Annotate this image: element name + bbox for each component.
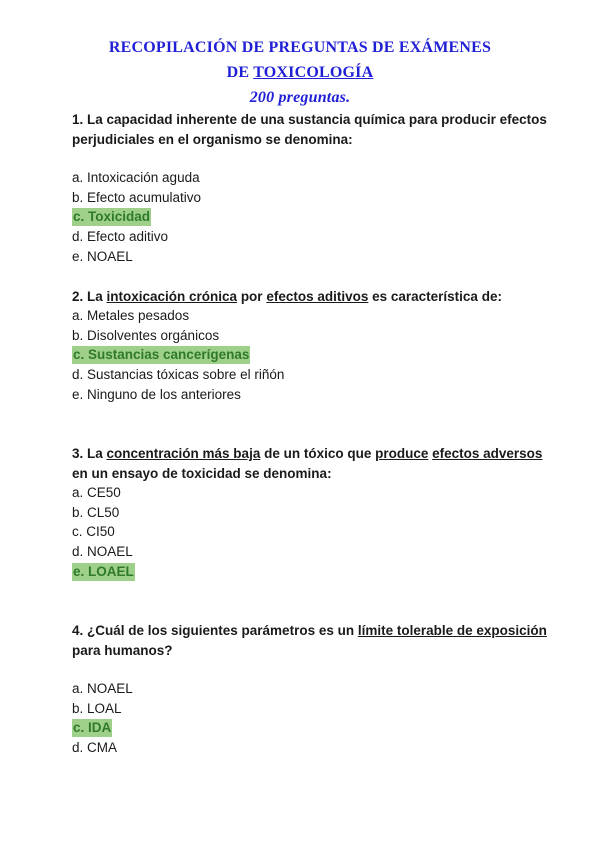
question-2-option-c-correct: c. Sustancias cancerígenas — [73, 347, 250, 362]
question-text-underlined: concentración más baja — [106, 446, 261, 461]
question-text-part: es característica de: — [368, 289, 502, 304]
question-text-part: 2. La — [72, 289, 107, 304]
question-1-option-e: e. NOAEL — [72, 249, 133, 264]
question-3-option-c: c. CI50 — [72, 524, 115, 539]
question-text-part: para humanos? — [72, 643, 173, 658]
question-text-part: 4. ¿Cuál de los siguientes parámetros es un — [72, 623, 358, 638]
document-subtitle — [0, 63, 600, 83]
question-text-part: 3. La — [72, 446, 107, 461]
document-title: RECOPILACIÓN DE PREGUNTAS DE EXÁMENES — [108, 39, 492, 56]
question-4-option-d: d. CMA — [72, 740, 118, 755]
question-count: 200 preguntas. — [249, 89, 351, 106]
question-1-text — [72, 110, 552, 150]
question-4-option-a: a. NOAEL — [72, 681, 133, 696]
question-2-option-e: e. Ninguno de los anteriores — [72, 387, 241, 402]
question-4-option-c-correct: c. IDA — [73, 720, 112, 735]
subtitle-subject: TOXICOLOGÍA — [253, 64, 374, 81]
question-text-underlined: efectos adversos — [432, 446, 543, 461]
question-text-underlined: intoxicación crónica — [106, 289, 238, 304]
question-2-option-d: d. Sustancias tóxicas sobre el riñón — [72, 367, 285, 382]
question-1-option-c-correct: c. Toxicidad — [73, 209, 151, 224]
question-2-option-b: b. Disolventes orgánicos — [72, 328, 220, 343]
question-2-text — [72, 287, 552, 307]
question-text-part: 1. La capacidad inherente de una sustancia química para producir efectos perjudiciales en el organismo se denomina: — [72, 112, 547, 147]
question-2-option-a: a. Metales pesados — [72, 308, 190, 323]
question-3-option-b: b. CL50 — [72, 505, 120, 520]
question-text-underlined: produce — [375, 446, 429, 461]
question-1-option-b: b. Efecto acumulativo — [72, 190, 202, 205]
question-3-option-a: a. CE50 — [72, 485, 121, 500]
question-text-part: por — [237, 289, 267, 304]
question-1-option-a: a. Intoxicación aguda — [72, 170, 200, 185]
question-4-text — [72, 621, 552, 661]
question-3-text — [72, 444, 552, 484]
question-text-underlined: límite tolerable de exposición — [357, 623, 547, 638]
question-text-underlined: efectos aditivos — [266, 289, 369, 304]
subtitle-prefix: DE — [226, 64, 254, 81]
question-4-option-b: b. LOAL — [72, 701, 122, 716]
question-1-option-d: d. Efecto aditivo — [72, 229, 169, 244]
question-text-part: en un ensayo de toxicidad se denomina: — [72, 466, 332, 481]
question-text-part: de un tóxico que — [260, 446, 376, 461]
question-3-option-e-correct: e. LOAEL — [73, 564, 134, 579]
question-3-option-d: d. NOAEL — [72, 544, 133, 559]
